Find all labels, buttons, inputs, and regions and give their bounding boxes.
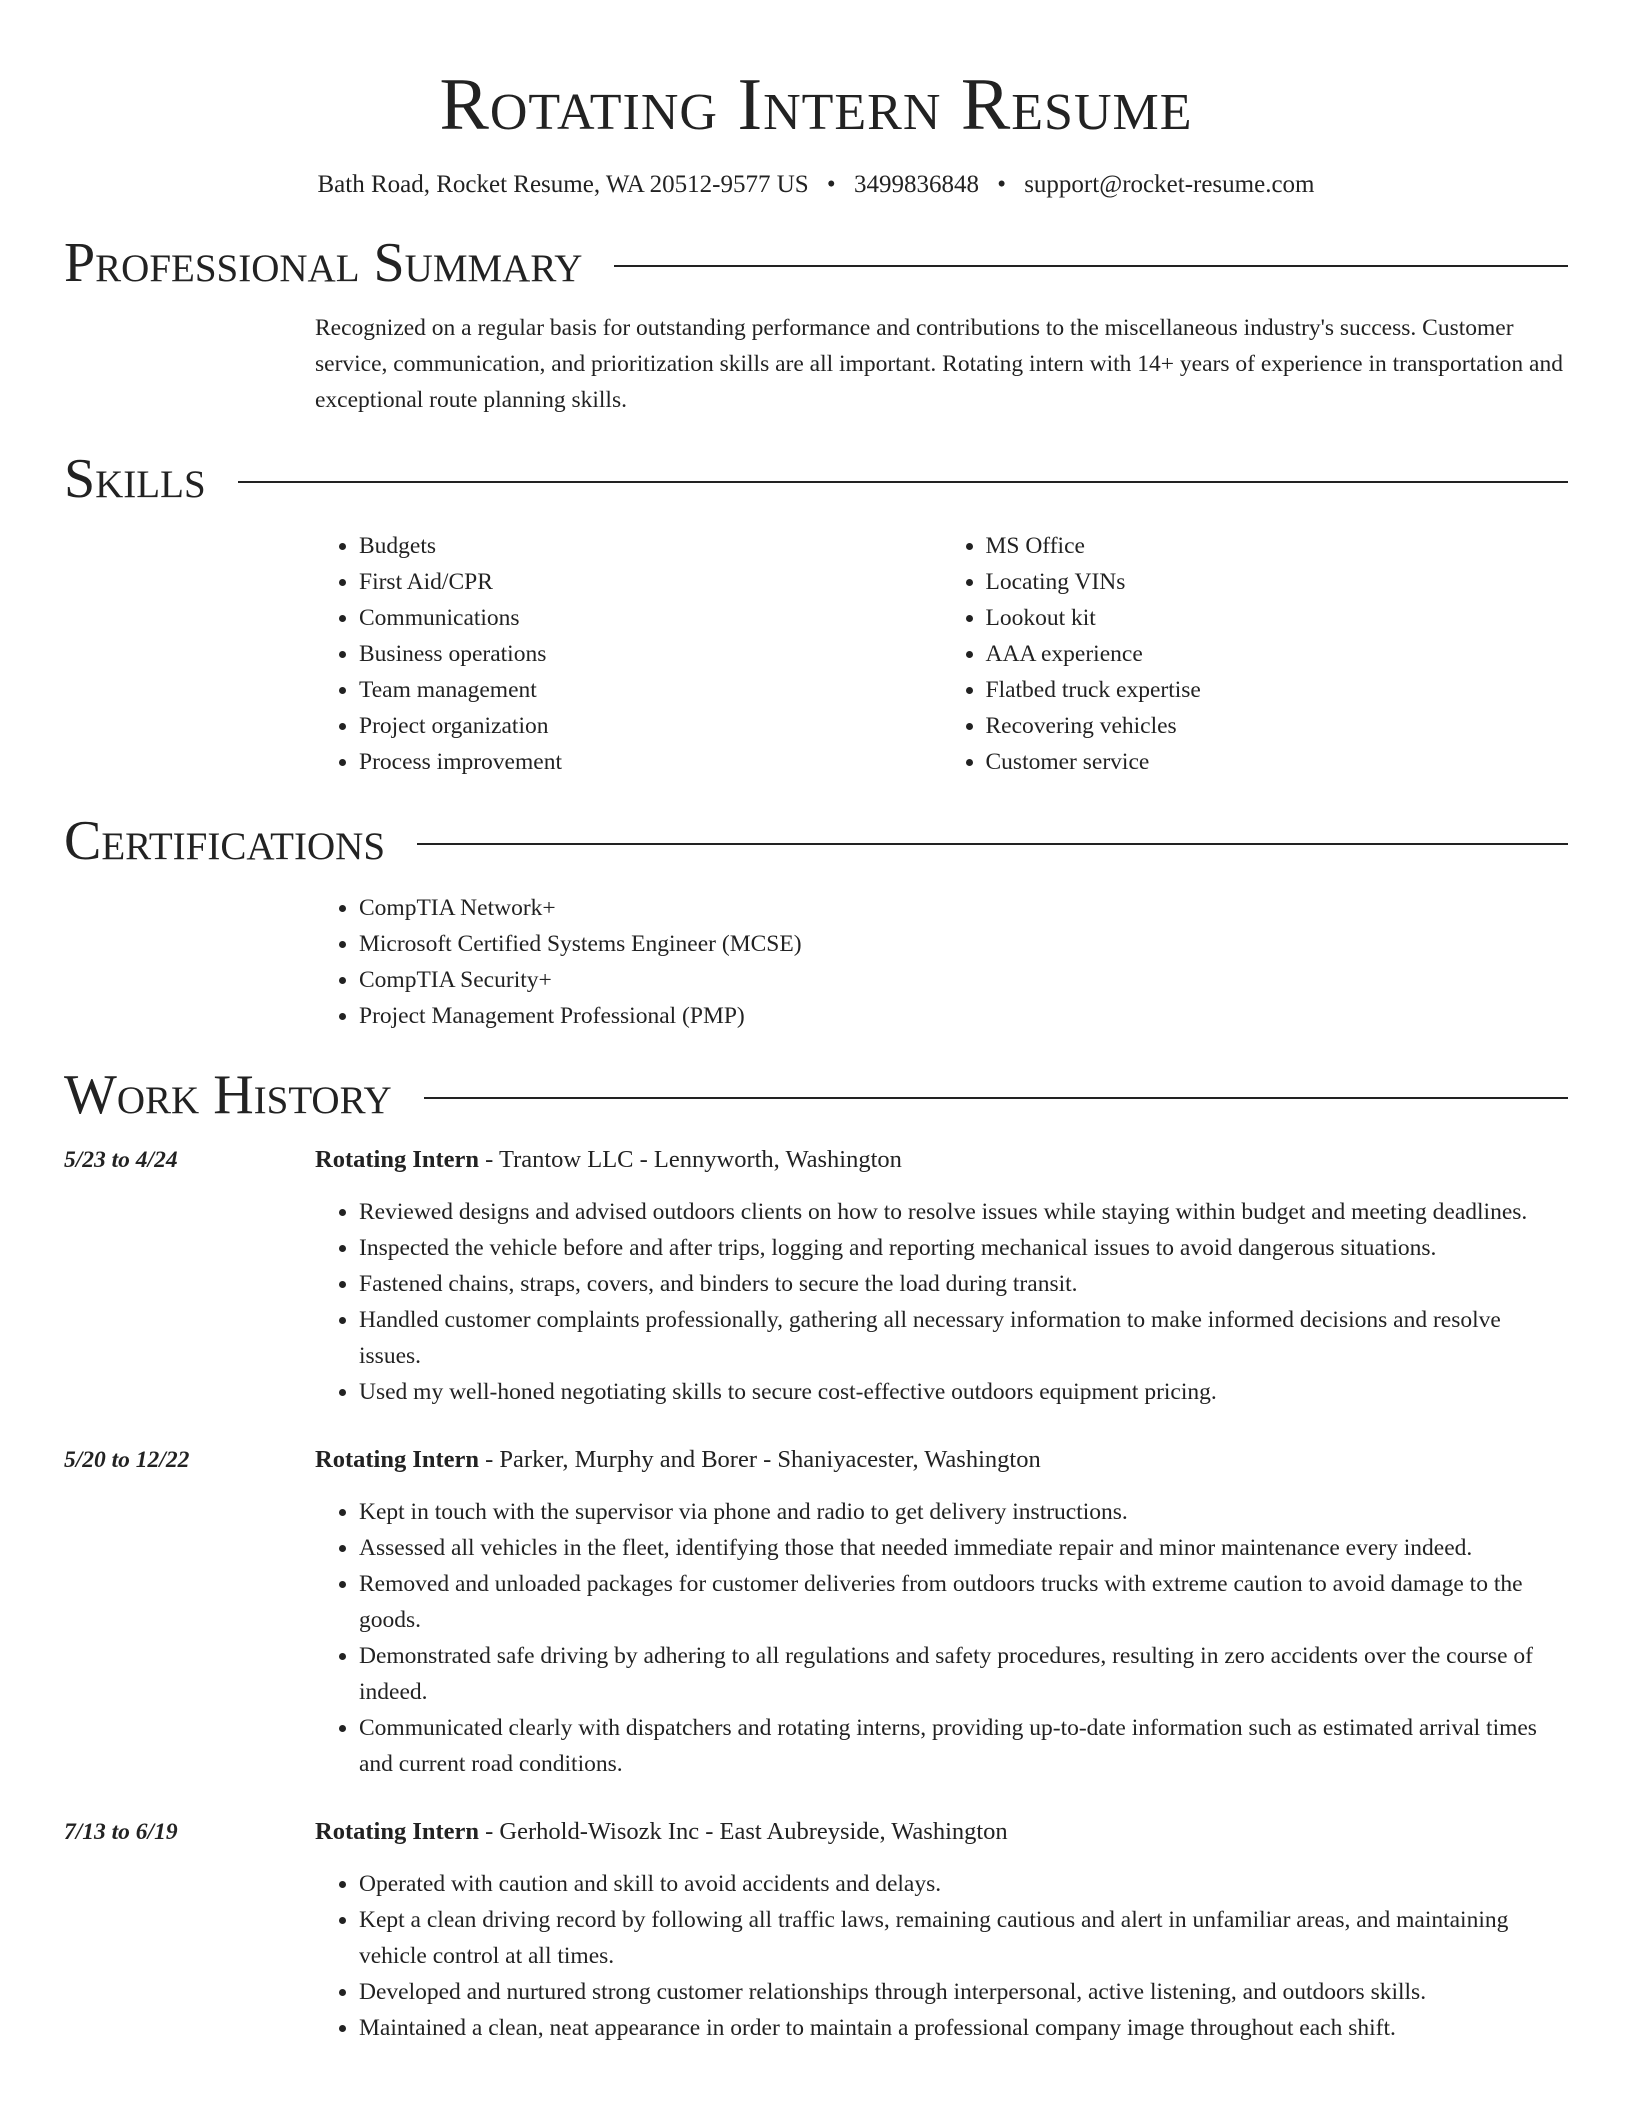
job-entry (64, 1814, 1568, 2046)
resume-title: Rotating Intern Resume (439, 64, 1193, 146)
job-dates: 5/23 to 4/24 (64, 1147, 178, 1173)
job-entry (64, 1442, 1568, 1782)
section-divider (424, 1097, 1568, 1099)
skills-list (315, 528, 1568, 780)
job-bullet: • Used my well-honed negotiating skills to secure cost-effective outdoors equipment pricing. (359, 1374, 1568, 1410)
certification-item: • CompTIA Security+ (359, 962, 1568, 998)
job-bullet: • Kept a clean driving record by following all traffic laws, remaining cautious and alert in unfamiliar areas, and maintaining vehicle control at all times. (359, 1902, 1568, 1974)
work-history-section-header (64, 1062, 1568, 1128)
certifications-heading: Certifications (64, 810, 386, 872)
job-bullet: • Handled customer complaints professionally, gathering all necessary information to make informed decisions and resolve issues. (359, 1302, 1568, 1374)
job-dates: 7/13 to 6/19 (64, 1819, 178, 1845)
job-bullet: • Fastened chains, straps, covers, and binders to secure the load during transit. (359, 1266, 1568, 1302)
job-heading (315, 1814, 1568, 1850)
skill-item: • First Aid/CPR (359, 564, 942, 600)
job-bullets (315, 1194, 1568, 1410)
job-bullets (315, 1866, 1568, 2046)
skill-item: • Recovering vehicles (986, 708, 1569, 744)
summary-heading: Professional Summary (64, 232, 583, 294)
skill-item: • Customer service (986, 744, 1569, 780)
contact-address: Bath Road, Rocket Resume, WA 20512-9577 US (317, 171, 809, 198)
certifications-list (315, 890, 1568, 1034)
job-bullet: • Kept in touch with the supervisor via phone and radio to get delivery instructions. (359, 1494, 1568, 1530)
job-title: Rotating Intern (315, 1446, 480, 1473)
job-title: Rotating Intern (315, 1818, 480, 1845)
certification-item: • CompTIA Network+ (359, 890, 1568, 926)
job-dates: 5/20 to 12/22 (64, 1447, 190, 1473)
skill-item: • AAA experience (986, 636, 1569, 672)
work-history-heading: Work History (64, 1064, 392, 1126)
skills-section-header (64, 446, 1568, 512)
job-bullet: • Inspected the vehicle before and after trips, logging and reporting mechanical issues to avoid dangerous situations. (359, 1230, 1568, 1266)
job-bullet: • Removed and unloaded packages for customer deliveries from outdoors trucks with extreme caution to avoid damage to the goods. (359, 1566, 1568, 1638)
job-bullet: • Operated with caution and skill to avoid accidents and delays. (359, 1866, 1568, 1902)
skill-item: • Locating VINs (986, 564, 1569, 600)
skill-item: • MS Office (986, 528, 1569, 564)
job-bullet: • Reviewed designs and advised outdoors clients on how to resolve issues while staying within budget and meeting deadlines. (359, 1194, 1568, 1230)
job-body (315, 1142, 1568, 1410)
summary-text: Recognized on a regular basis for outstanding performance and contributions to the miscellaneous industry's success. Customer service, communication, and prioritization skills are all important. Rotating intern with 14+ years of experience in transportation and exceptional route planning skills. (315, 315, 1563, 413)
job-bullets (315, 1494, 1568, 1782)
skill-item: • Process improvement (359, 744, 942, 780)
contact-phone: 3499836848 (853, 171, 979, 198)
skills-column-right (942, 528, 1569, 780)
section-divider (238, 481, 1568, 483)
job-bullet: • Assessed all vehicles in the fleet, identifying those that needed immediate repair and minor maintenance every indeed. (359, 1530, 1568, 1566)
skill-item: • Lookout kit (986, 600, 1569, 636)
job-company-location: - Parker, Murphy and Borer - Shaniyacester, Washington (479, 1446, 1041, 1473)
contact-separator: • (826, 171, 836, 198)
skill-item: • Business operations (359, 636, 942, 672)
skills-heading: Skills (64, 448, 206, 510)
job-bullet: • Demonstrated safe driving by adhering to all regulations and safety procedures, resulting in zero accidents over the course of indeed. (359, 1638, 1568, 1710)
job-title: Rotating Intern (315, 1146, 480, 1173)
job-heading (315, 1142, 1568, 1178)
contact-separator: • (997, 171, 1006, 198)
job-company-location: - Gerhold-Wisozk Inc - East Aubreyside, Washington (479, 1818, 1008, 1845)
skill-item: • Communications (359, 600, 942, 636)
skill-item: • Project organization (359, 708, 942, 744)
job-body (315, 1814, 1568, 2046)
contact-line (64, 168, 1568, 202)
certifications-section-header (64, 808, 1568, 874)
section-divider (614, 265, 1568, 267)
skill-item: • Team management (359, 672, 942, 708)
job-body (315, 1442, 1568, 1782)
job-bullet: • Developed and nurtured strong customer relationships through interpersonal, active listening, and outdoors skills. (359, 1974, 1568, 2010)
job-bullet: • Maintained a clean, neat appearance in order to maintain a professional company image throughout each shift. (359, 2010, 1568, 2046)
section-divider (417, 843, 1568, 845)
skills-column-left (315, 528, 942, 780)
certification-item: • Project Management Professional (PMP) (359, 998, 1568, 1034)
job-heading (315, 1442, 1568, 1478)
summary-section-header (64, 230, 1568, 296)
job-entry (64, 1142, 1568, 1410)
skill-item: • Budgets (359, 528, 942, 564)
job-bullet: • Communicated clearly with dispatchers and rotating interns, providing up-to-date information such as estimated arrival times and current road conditions. (359, 1710, 1568, 1782)
skill-item: • Flatbed truck expertise (986, 672, 1569, 708)
job-company-location: - Trantow LLC - Lennyworth, Washington (479, 1146, 902, 1173)
contact-email: support@rocket-resume.com (1024, 171, 1315, 198)
certification-item: • Microsoft Certified Systems Engineer (MCSE) (359, 926, 1568, 962)
